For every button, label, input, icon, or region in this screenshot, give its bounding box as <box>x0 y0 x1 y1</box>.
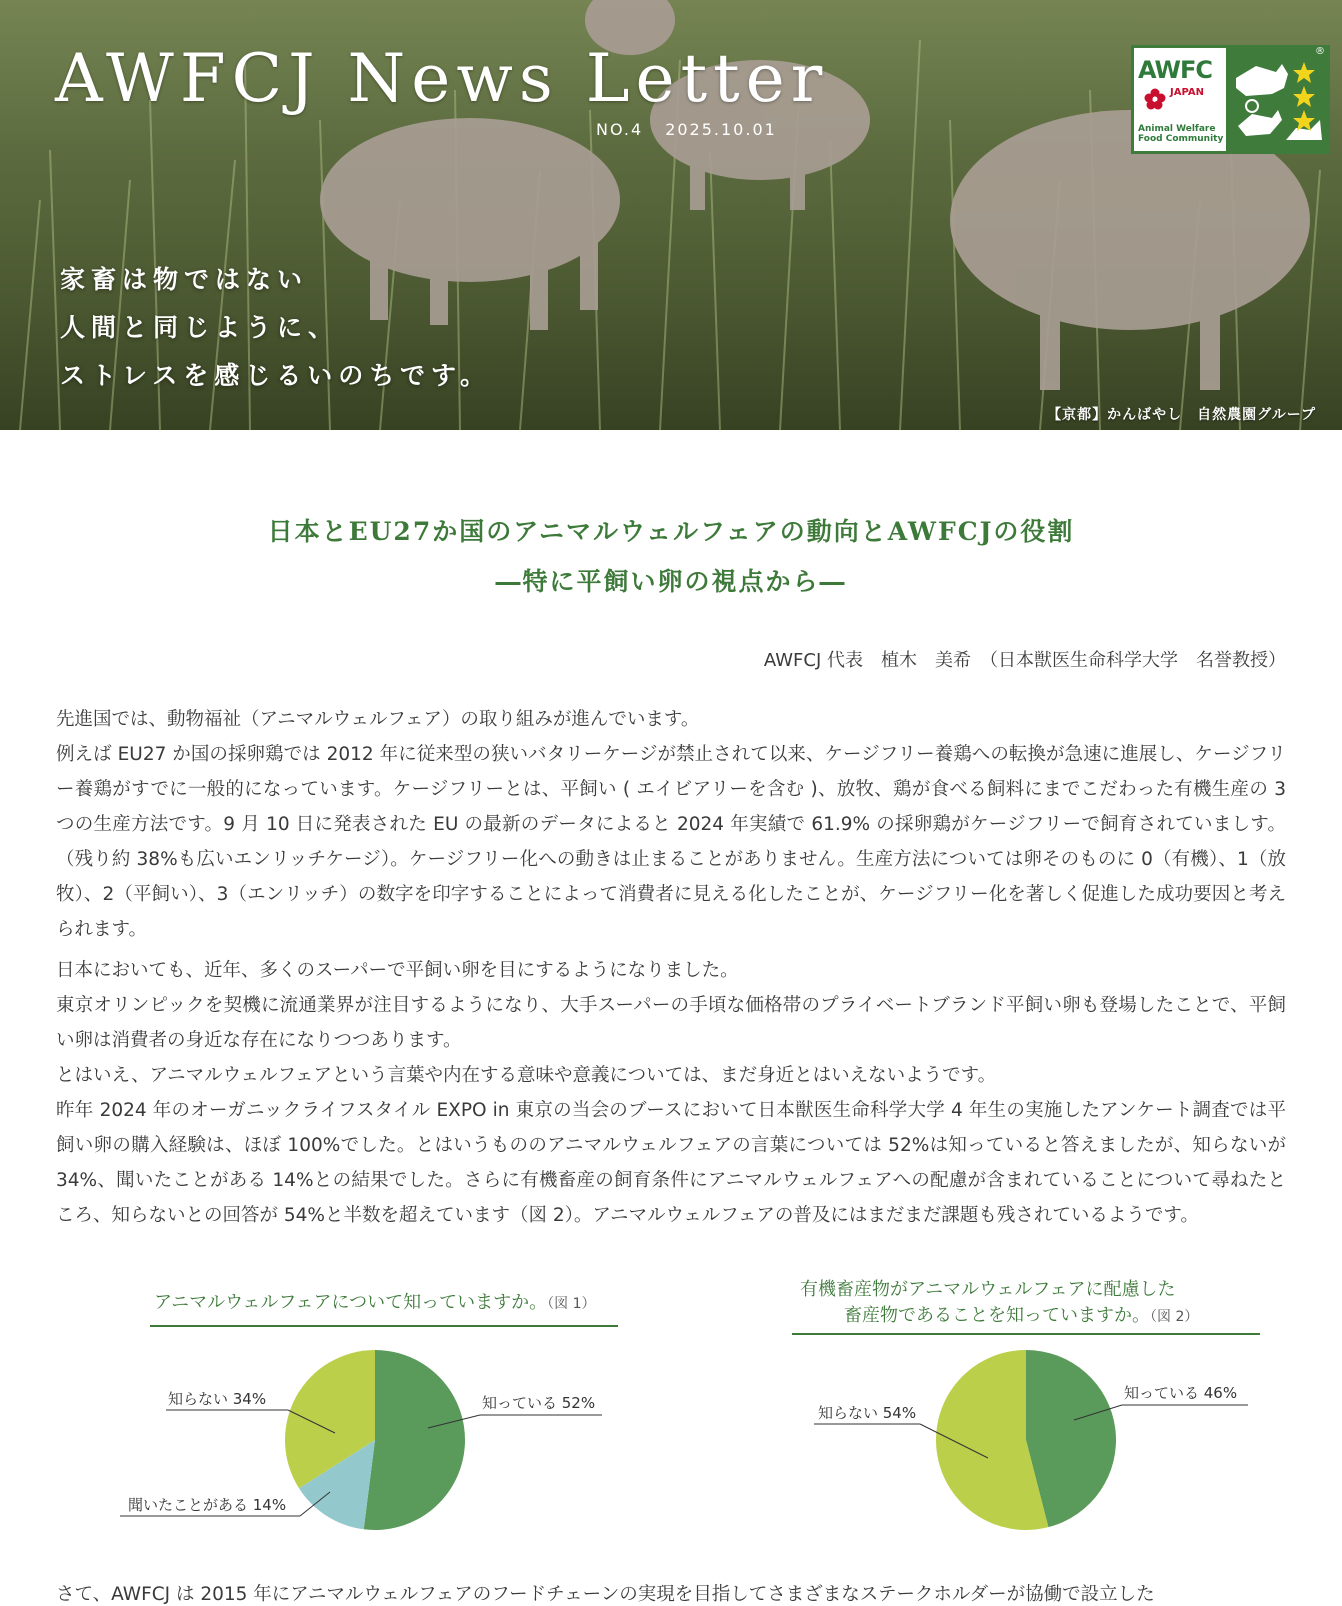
hero-photo <box>0 0 1342 430</box>
pie-1-leader-line <box>300 1492 330 1516</box>
pie-2-leader-line <box>920 1424 988 1458</box>
pie-1-label: 知っている 52% <box>482 1394 596 1412</box>
pie-2-label: 知っている 46% <box>1124 1384 1238 1402</box>
figure-2-rule <box>792 1333 1260 1335</box>
tagline-line: 家畜は物ではない <box>60 265 309 294</box>
figure-2-number: （図 2） <box>1150 1309 1199 1325</box>
pie-1-leader-line <box>428 1415 480 1428</box>
flower-icon <box>1144 88 1166 110</box>
photo-credit: 【京都】かんばやし 自然農園グループ <box>1047 407 1316 423</box>
figure-1-rule <box>150 1325 618 1327</box>
figure-1-number: （図 1） <box>547 1296 596 1312</box>
paragraph: 東京オリンピックを契機に流通業界が注目するようになり、大手スーパーの手頃な価格帯のプライベートブランド平飼い卵も登場したことで、平飼い卵は消費者の身近な存在になりつつあります。 <box>56 995 1286 1051</box>
tagline-line: 人間と同じように、 <box>60 313 340 342</box>
figure-2-title: 有機畜産物がアニマルウェルフェアに配慮した 畜産物であることを知っていますか。（図 2） <box>800 1279 1199 1326</box>
tagline <box>60 256 491 400</box>
paragraph: 先進国では、動物福祉（アニマルウェルフェア）の取り組みが進んでいます。 <box>56 709 700 730</box>
article-title: 日本とEU27か国のアニマルウェルフェアの動向とAWFCJの役割 <box>267 517 1075 546</box>
paragraph: 日本においても、近年、多くのスーパーで平飼い卵を目にするようになりました。 <box>56 960 739 981</box>
pie-2-slice-知っている <box>1026 1350 1116 1527</box>
author-byline: AWFCJ 代表 植木 美希 （日本獣医生命科学大学 名誉教授） <box>763 650 1286 671</box>
pie-1-label: 聞いたことがある 14% <box>128 1496 287 1514</box>
pie-1-label: 知らない 34% <box>168 1390 267 1408</box>
pie-1-slice-知っている <box>364 1350 465 1530</box>
paragraph: 例えば EU27 か国の採卵鶏では 2012 年に従来型の狭いバタリーケージが禁止されて以来、ケージフリー養鶏への転換が急速に進展し、ケージフリー養鶏がすでに一般的になっています。ケージフリーとは、平飼い ( エイビアリーを含む )、放牧、鶏が食べる飼料にまでこだわった有機生産の 3 つの生産方法です。9 月 10 日に発表された EU の最新のデータによると 2024 年実績で 61.9% の採卵鶏がケージフリーで飼育されていましす。（残り約 38%も広いエンリッチケージ）。ケージフリー化への動きは止まることがありません。生産方法については卵そのものに 0（有機）、1（放牧）、2（平飼い）、3（エンリッチ）の数字を印字することによって消費者に見える化したことが、ケージフリー化を著しく促進した成功要因と考えられます。 <box>56 744 1286 940</box>
pie-2-label: 知らない 54% <box>818 1404 917 1422</box>
article-body-intro <box>56 702 1286 947</box>
registered-mark: ® <box>1315 46 1325 57</box>
pie-1-slice-聞いたことがある <box>299 1440 375 1529</box>
logo-text-panel <box>1134 48 1226 151</box>
tagline-line: ストレスを感じるいのちです。 <box>60 361 492 390</box>
logo-country: JAPAN <box>1170 87 1204 98</box>
issue-number: NO.4 <box>596 120 644 139</box>
paragraph: とはいえ、アニマルウェルフェアという言葉や内在する意味や意義については、まだ身近とはいえないようです。 <box>56 1065 997 1086</box>
logo-animal-panel <box>1226 48 1327 151</box>
issue-date: 2025.10.01 <box>665 120 777 139</box>
logo-subtitle: Animal Welfare Food Community <box>1138 124 1224 144</box>
closing-paragraph-fragment: さて、AWFCJ は 2015 年にアニマルウェルフェアのフードチェーンの実現を目指してさまざまなステークホルダーが協働で設立した <box>56 1584 1155 1605</box>
animals-and-stars-icon <box>1226 48 1327 151</box>
issue-info <box>596 120 777 139</box>
logo-wordmark: AWFC <box>1138 56 1212 84</box>
figure-1-title: アニマルウェルフェアについて知っていますか。（図 1） <box>154 1292 596 1313</box>
article-subtitle: ―特に平飼い卵の視点から― <box>495 567 847 596</box>
awfc-logo <box>1131 45 1330 154</box>
newsletter-title: AWFCJ News Letter <box>55 40 829 117</box>
pie-1-slice-知らない <box>285 1350 375 1488</box>
article-body-japan <box>56 953 1286 1233</box>
pie-2-slice-知らない <box>936 1350 1048 1530</box>
pie-1-leader-line <box>288 1410 335 1433</box>
paragraph: 昨年 2024 年のオーガニックライフスタイル EXPO in 東京の当会のブースにおいて日本獣医生命科学大学 4 年生の実施したアンケート調査では平飼い卵の購入経験は、ほぼ 100%でした。とはいうもののアニマルウェルフェアの言葉については 52%は知っていると答えましたが、知らないが 34%、聞いたことがある 14%との結果でした。さらに有機畜産の飼育条件にアニマルウェルフェアへの配慮が含まれていることについて尋ねたところ、知らないとの回答が 54%と半数を超えています（図 2）。アニマルウェルフェアの普及にはまだまだ課題も残されているようです。 <box>56 1100 1286 1226</box>
pie-2-leader-line <box>1074 1405 1122 1420</box>
